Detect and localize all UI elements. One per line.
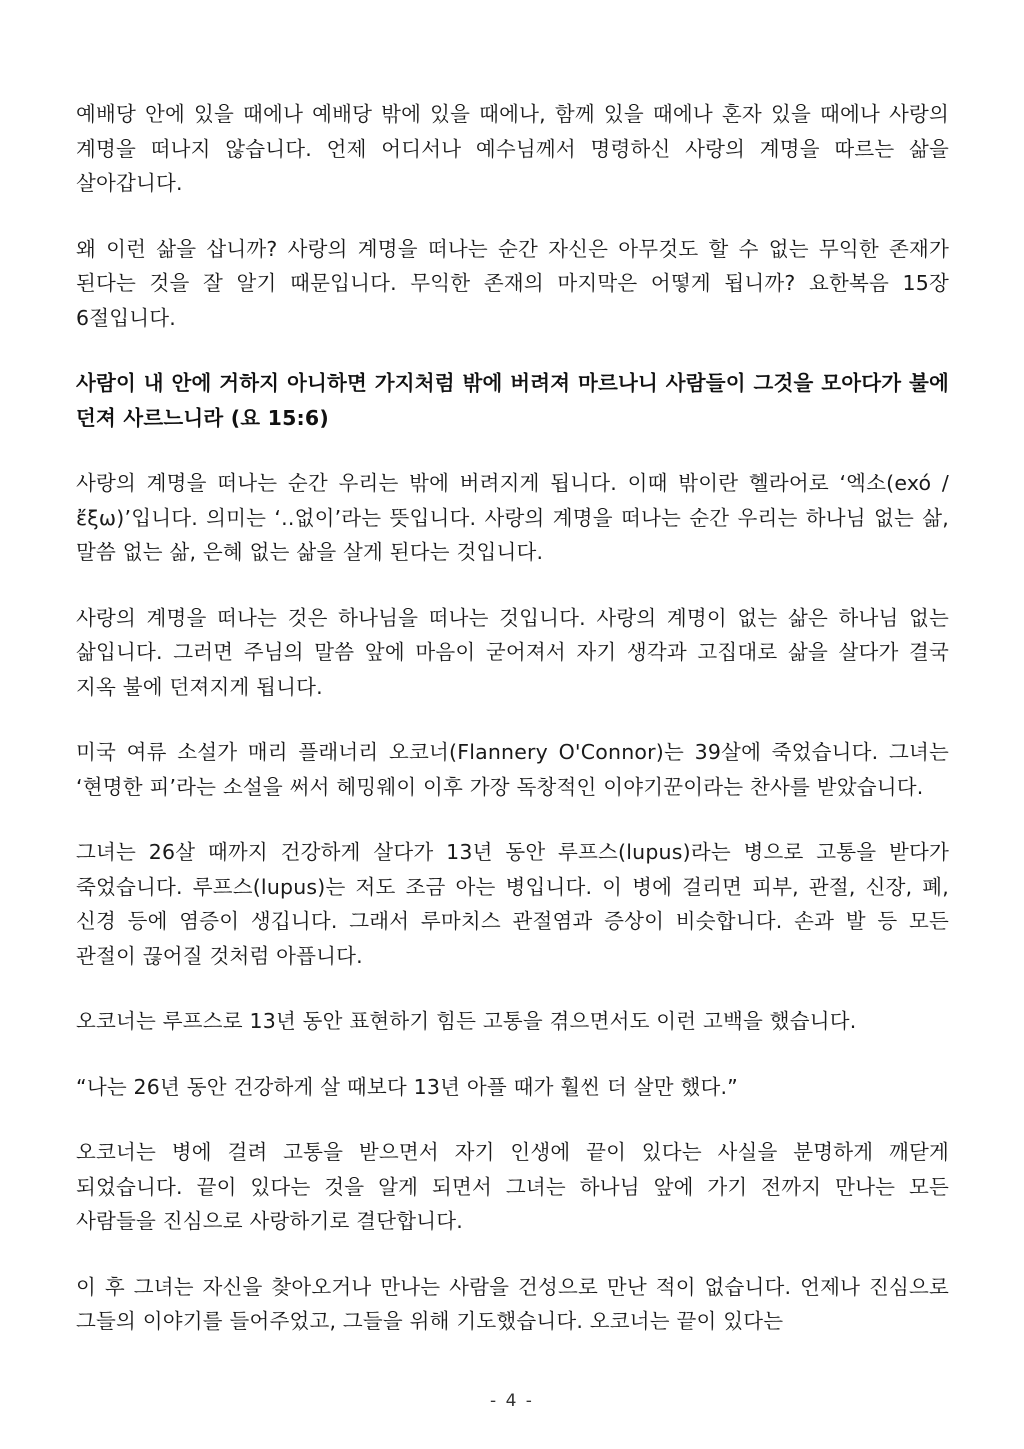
paragraph: 사랑의 계명을 떠나는 것은 하나님을 떠나는 것입니다. 사랑의 계명이 없는 삶은 하나님 없는 삶입니다. 그러면 주님의 말씀 앞에 마음이 굳어져서 자기 생각과 고집대로 삶을 살다가 결국 지옥 불에 던져지게 됩니다. [76,605,949,699]
scripture-quote: 사람이 내 안에 거하지 아니하면 가지처럼 밖에 버려져 마르나니 사람들이 그것을 모아다가 불에 던져 사르느니라 (요 15:6) [76,371,949,430]
paragraph: 미국 여류 소설가 매리 플래너리 오코너(Flannery O'Connor)는 39살에 죽었습니다. 그녀는 ‘현명한 피’라는 소설을 써서 헤밍웨이 이후 가장 독창적인 이야기꾼이라는 찬사를 받았습니다. [76,740,949,799]
document-body [76,97,949,1370]
paragraph: 그녀는 26살 때까지 건강하게 살다가 13년 동안 루프스(lupus)라는 병으로 고통을 받다가 죽었습니다. 루프스(lupus)는 저도 조금 아는 병입니다. 이 병에 걸리면 피부, 관절, 신장, 폐, 신경 등에 염증이 생깁니다. 그래서 루마치스 관절염과 증상이 비슷합니다. 손과 발 등 모든 관절이 끊어질 것처럼 아픕니다. [76,840,949,968]
paragraph: 사랑의 계명을 떠나는 순간 우리는 밖에 버려지게 됩니다. 이때 밖이란 헬라어로 ‘엑소(exó / ἔξω)’입니다. 의미는 ‘..없이’라는 뜻입니다. 사랑의 계명을 떠나는 순간 우리는 하나님 없는 삶, 말씀 없는 삶, 은혜 없는 삶을 살게 된다는 것입니다. [76,471,949,564]
paragraph: 왜 이런 삶을 삽니까? 사랑의 계명을 떠나는 순간 자신은 아무것도 할 수 없는 무익한 존재가 된다는 것을 잘 알기 때문입니다. 무익한 존재의 마지막은 어떻게 됩니까? 요한복음 15장 6절입니다. [76,236,949,330]
paragraph: 예배당 안에 있을 때에나 예배당 밖에 있을 때에나, 함께 있을 때에나 혼자 있을 때에나 사랑의 계명을 떠나지 않습니다. 언제 어디서나 예수님께서 명령하신 사랑의 계명을 따르는 삶을 살아갑니다. [76,102,949,195]
paragraph: 오코너는 루프스로 13년 동안 표현하기 힘든 고통을 겪으면서도 이런 고백을 했습니다. [76,1009,857,1033]
quoted-confession: “나는 26년 동안 건강하게 살 때보다 13년 아플 때가 훨씬 더 살만 했다.” [76,1074,738,1099]
paragraph: 이 후 그녀는 자신을 찾아오거나 만나는 사람을 건성으로 만난 적이 없습니다. 언제나 진심으로 그들의 이야기를 들어주었고, 그들을 위해 기도했습니다. 오코너는 끝이 있다는 [76,1274,949,1333]
paragraph: 오코너는 병에 걸려 고통을 받으면서 자기 인생에 끝이 있다는 사실을 분명하게 깨닫게 되었습니다. 끝이 있다는 것을 알게 되면서 그녀는 하나님 앞에 가기 전까지 만나는 모든 사람들을 진심으로 사랑하기로 결단합니다. [76,1140,949,1233]
page-number: - 4 - [490,1391,534,1411]
